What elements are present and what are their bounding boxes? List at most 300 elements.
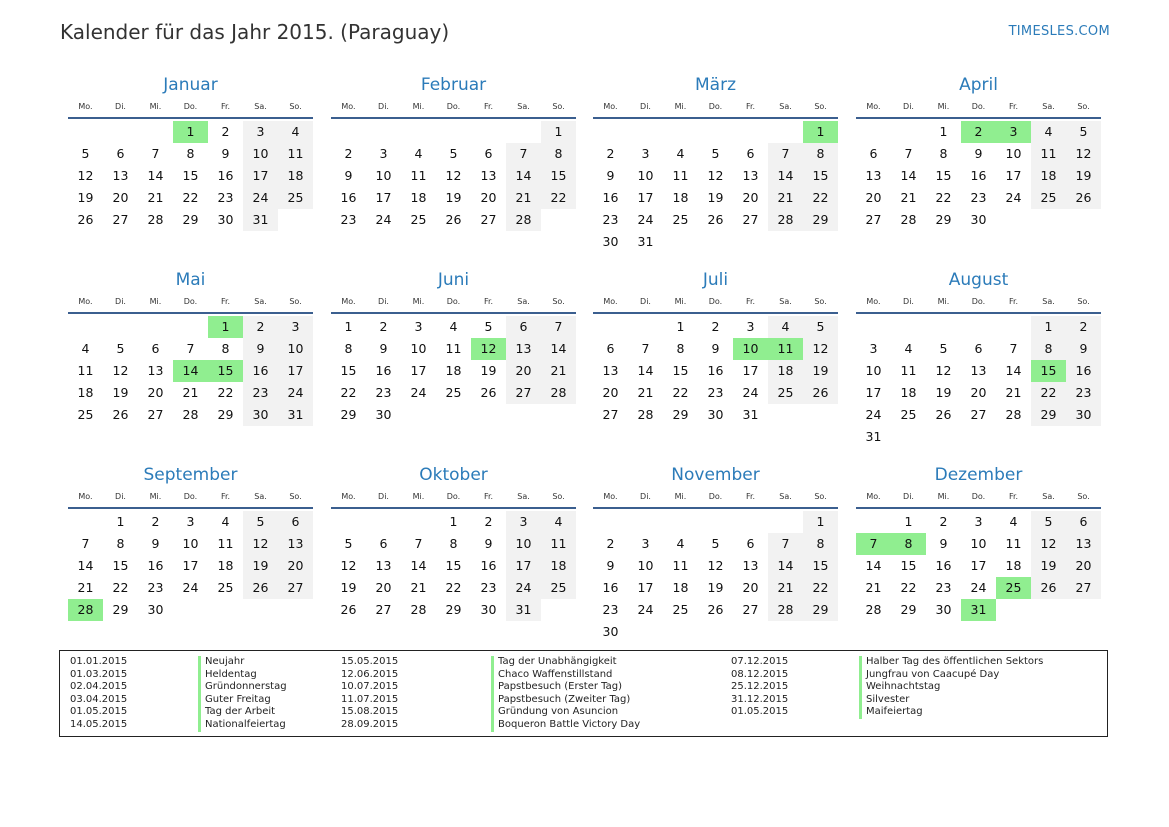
day-cell: 9 — [243, 338, 278, 360]
weekday-label: Sa. — [1042, 297, 1055, 306]
empty-cell — [436, 121, 471, 143]
day-cell: 17 — [970, 558, 987, 573]
day-cell: 14 — [506, 165, 541, 187]
holiday-day-cell: 10 — [733, 338, 768, 360]
empty-cell — [173, 316, 208, 338]
day-cell: 29 — [112, 602, 129, 617]
day-cell: 27 — [506, 382, 541, 404]
day-cell: 24 — [375, 212, 392, 227]
day-cell: 29 — [900, 602, 917, 617]
weekday-label: Mi. — [412, 297, 425, 306]
holiday-date: 01.01.2015 — [70, 656, 128, 667]
holiday-date: 25.12.2015 — [731, 681, 789, 693]
weekday-label: Mi. — [412, 492, 425, 501]
empty-cell — [961, 316, 996, 338]
month-märz — [593, 73, 838, 253]
month-name: März — [695, 75, 736, 95]
day-cell: 1 — [1031, 316, 1066, 338]
month-name: Dezember — [934, 465, 1023, 485]
day-cell: 2 — [344, 146, 353, 161]
weekday-header — [593, 487, 838, 509]
day-cell: 6 — [484, 146, 493, 161]
holiday-name: Weihnachtstag — [859, 681, 940, 694]
month-name: Mai — [175, 270, 206, 290]
day-cell: 20 — [602, 385, 619, 400]
weekday-label: Do. — [971, 102, 986, 111]
day-cell: 30 — [1066, 404, 1101, 426]
day-cell: 18 — [541, 555, 576, 577]
day-cell: 13 — [480, 168, 497, 183]
day-cell: 10 — [637, 168, 654, 183]
weekday-label: Do. — [708, 102, 723, 111]
empty-cell — [366, 121, 401, 143]
weekday-label: Fr. — [483, 492, 494, 501]
weekday-label: Do. — [708, 492, 723, 501]
day-cell: 6 — [746, 536, 755, 551]
weekday-label: So. — [1077, 297, 1090, 306]
day-cell: 10 — [375, 168, 392, 183]
day-cell: 23 — [602, 602, 619, 617]
day-cell: 22 — [445, 580, 462, 595]
day-cell: 17 — [506, 555, 541, 577]
weekday-label: Do. — [183, 102, 198, 111]
day-cell: 11 — [1031, 143, 1066, 165]
weekday-label: Di. — [115, 492, 126, 501]
weekday-label: Fr. — [745, 102, 756, 111]
day-cell: 27 — [278, 577, 313, 599]
weekday-label: So. — [289, 102, 302, 111]
weekday-label: Mo. — [866, 102, 881, 111]
weekday-label: Mo. — [866, 492, 881, 501]
day-cell: 30 — [935, 602, 952, 617]
day-cell: 29 — [935, 212, 952, 227]
day-cell: 18 — [77, 385, 94, 400]
day-cell: 27 — [1066, 577, 1101, 599]
day-cell: 13 — [112, 168, 129, 183]
day-cell: 12 — [112, 363, 129, 378]
weekday-label: Di. — [903, 297, 914, 306]
day-cell: 27 — [742, 602, 759, 617]
day-cell: 24 — [1005, 190, 1022, 205]
day-cell: 3 — [278, 316, 313, 338]
day-cell: 28 — [900, 212, 917, 227]
empty-cell — [856, 511, 891, 533]
empty-cell — [471, 121, 506, 143]
day-cell: 4 — [1009, 514, 1018, 529]
day-cell: 6 — [116, 146, 125, 161]
day-cell: 31 — [865, 429, 882, 444]
day-cell: 1 — [541, 121, 576, 143]
day-cell: 3 — [869, 341, 878, 356]
weekday-label: Sa. — [1042, 102, 1055, 111]
day-cell: 6 — [506, 316, 541, 338]
day-cell: 26 — [112, 407, 129, 422]
day-cell: 11 — [672, 168, 689, 183]
day-cell: 28 — [541, 382, 576, 404]
month-name: August — [948, 270, 1009, 290]
day-cell: 12 — [935, 363, 952, 378]
day-grid — [68, 314, 313, 426]
day-cell: 18 — [445, 363, 462, 378]
weekday-label: So. — [1077, 102, 1090, 111]
holiday-name: Heldentag — [198, 669, 257, 682]
weekday-label: So. — [1077, 492, 1090, 501]
day-cell: 13 — [742, 168, 759, 183]
day-cell: 10 — [1005, 146, 1022, 161]
weekday-label: Mi. — [674, 297, 687, 306]
day-cell: 5 — [243, 511, 278, 533]
day-cell: 18 — [1005, 558, 1022, 573]
weekday-label: So. — [289, 492, 302, 501]
weekday-label: Fr. — [483, 297, 494, 306]
day-cell: 28 — [506, 209, 541, 231]
day-cell: 26 — [340, 602, 357, 617]
day-cell: 16 — [707, 363, 724, 378]
holiday-day-cell: 8 — [891, 533, 926, 555]
day-cell: 14 — [768, 555, 803, 577]
day-cell: 19 — [707, 190, 724, 205]
empty-cell — [663, 511, 698, 533]
day-cell: 26 — [445, 212, 462, 227]
day-cell: 7 — [414, 536, 423, 551]
holiday-date: 12.06.2015 — [341, 668, 399, 680]
day-cell: 17 — [243, 165, 278, 187]
day-cell: 9 — [379, 341, 388, 356]
day-cell: 19 — [445, 190, 462, 205]
day-cell: 18 — [410, 190, 427, 205]
day-cell: 26 — [935, 407, 952, 422]
day-cell: 16 — [1066, 360, 1101, 382]
weekday-label: So. — [552, 297, 565, 306]
day-cell: 12 — [1066, 143, 1101, 165]
holiday-name: Nationalfeiertag — [198, 719, 286, 732]
day-cell: 22 — [112, 580, 129, 595]
day-cell: 8 — [676, 341, 685, 356]
day-cell: 30 — [707, 407, 724, 422]
weekday-header — [593, 292, 838, 314]
day-cell: 13 — [865, 168, 882, 183]
day-cell: 18 — [900, 385, 917, 400]
day-cell: 13 — [506, 338, 541, 360]
weekday-label: Di. — [640, 297, 651, 306]
day-cell: 30 — [217, 212, 234, 227]
weekday-header — [856, 487, 1101, 509]
day-cell: 20 — [375, 580, 392, 595]
day-cell: 2 — [606, 536, 615, 551]
day-cell: 20 — [147, 385, 164, 400]
day-cell: 23 — [480, 580, 497, 595]
day-cell: 13 — [147, 363, 164, 378]
day-cell: 1 — [344, 319, 353, 334]
day-cell: 9 — [484, 536, 493, 551]
month-februar — [331, 73, 576, 231]
weekday-label: Mo. — [341, 492, 356, 501]
day-cell: 15 — [445, 558, 462, 573]
day-cell: 22 — [900, 580, 917, 595]
day-cell: 29 — [803, 599, 838, 621]
day-cell: 5 — [1031, 511, 1066, 533]
day-cell: 19 — [480, 363, 497, 378]
empty-cell — [366, 511, 401, 533]
day-cell: 11 — [900, 363, 917, 378]
day-cell: 21 — [768, 577, 803, 599]
weekday-label: Mi. — [937, 102, 950, 111]
day-cell: 25 — [672, 602, 689, 617]
day-cell: 17 — [278, 360, 313, 382]
month-name: November — [671, 465, 760, 485]
day-cell: 22 — [672, 385, 689, 400]
empty-cell — [768, 121, 803, 143]
weekday-label: So. — [552, 492, 565, 501]
day-cell: 20 — [1066, 555, 1101, 577]
weekday-label: Mo. — [603, 492, 618, 501]
day-cell: 13 — [1066, 533, 1101, 555]
day-cell: 21 — [900, 190, 917, 205]
day-cell: 10 — [865, 363, 882, 378]
day-cell: 17 — [410, 363, 427, 378]
empty-cell — [698, 121, 733, 143]
empty-cell — [733, 511, 768, 533]
holiday-name: Silvester — [859, 694, 909, 707]
day-cell: 23 — [1066, 382, 1101, 404]
day-cell: 1 — [904, 514, 913, 529]
weekday-label: Do. — [446, 297, 461, 306]
day-cell: 28 — [410, 602, 427, 617]
month-januar — [68, 73, 313, 231]
weekday-label: Di. — [903, 102, 914, 111]
weekday-label: Mi. — [937, 492, 950, 501]
day-cell: 4 — [278, 121, 313, 143]
day-cell: 14 — [541, 338, 576, 360]
day-grid — [68, 119, 313, 231]
day-cell: 22 — [541, 187, 576, 209]
day-cell: 2 — [711, 319, 720, 334]
day-cell: 25 — [541, 577, 576, 599]
day-cell: 8 — [221, 341, 230, 356]
day-cell: 27 — [375, 602, 392, 617]
day-cell: 31 — [637, 234, 654, 249]
day-cell: 9 — [974, 146, 983, 161]
holiday-date: 01.05.2015 — [70, 706, 128, 718]
day-cell: 19 — [1031, 555, 1066, 577]
day-cell: 25 — [410, 212, 427, 227]
day-cell: 5 — [81, 146, 90, 161]
holiday-date: 02.04.2015 — [70, 681, 128, 693]
day-cell: 19 — [803, 360, 838, 382]
page-title: Kalender für das Jahr 2015. (Paraguay) — [60, 20, 450, 44]
weekday-label: Di. — [378, 102, 389, 111]
day-cell: 28 — [637, 407, 654, 422]
day-cell: 18 — [278, 165, 313, 187]
day-cell: 26 — [1066, 187, 1101, 209]
day-cell: 22 — [182, 190, 199, 205]
holiday-date: 14.05.2015 — [70, 718, 128, 730]
day-cell: 29 — [182, 212, 199, 227]
empty-cell — [593, 511, 628, 533]
day-cell: 16 — [602, 190, 619, 205]
weekday-label: Fr. — [220, 297, 231, 306]
day-cell: 7 — [541, 316, 576, 338]
day-cell: 12 — [803, 338, 838, 360]
holiday-date: 28.09.2015 — [341, 718, 399, 730]
weekday-label: Mo. — [78, 297, 93, 306]
day-cell: 7 — [1009, 341, 1018, 356]
day-cell: 21 — [77, 580, 94, 595]
holiday-day-cell: 25 — [996, 577, 1031, 599]
day-cell: 16 — [480, 558, 497, 573]
day-cell: 23 — [935, 580, 952, 595]
empty-cell — [506, 121, 541, 143]
day-cell: 12 — [77, 168, 94, 183]
empty-cell — [68, 511, 103, 533]
weekday-label: Do. — [446, 102, 461, 111]
day-cell: 11 — [445, 341, 462, 356]
day-cell: 28 — [768, 599, 803, 621]
day-cell: 10 — [243, 143, 278, 165]
day-cell: 23 — [602, 212, 619, 227]
weekday-label: Fr. — [220, 492, 231, 501]
day-cell: 19 — [935, 385, 952, 400]
day-cell: 9 — [606, 168, 615, 183]
holiday-day-cell: 12 — [471, 338, 506, 360]
day-cell: 30 — [970, 212, 987, 227]
day-cell: 18 — [672, 190, 689, 205]
day-cell: 11 — [217, 536, 234, 551]
day-cell: 14 — [410, 558, 427, 573]
day-cell: 22 — [803, 577, 838, 599]
day-cell: 14 — [77, 558, 94, 573]
day-cell: 4 — [904, 341, 913, 356]
day-cell: 13 — [278, 533, 313, 555]
day-cell: 27 — [742, 212, 759, 227]
day-cell: 3 — [186, 514, 195, 529]
day-cell: 12 — [340, 558, 357, 573]
day-cell: 20 — [112, 190, 129, 205]
site-link[interactable]: TIMESLES.COM — [1008, 24, 1110, 39]
day-cell: 18 — [672, 580, 689, 595]
day-cell: 18 — [1031, 165, 1066, 187]
day-cell: 10 — [410, 341, 427, 356]
day-cell: 5 — [1066, 121, 1101, 143]
day-cell: 11 — [77, 363, 94, 378]
day-cell: 20 — [278, 555, 313, 577]
weekday-label: Fr. — [1008, 492, 1019, 501]
day-cell: 26 — [243, 577, 278, 599]
weekday-label: Di. — [115, 102, 126, 111]
day-cell: 17 — [637, 580, 654, 595]
month-april — [856, 73, 1101, 231]
weekday-label: Di. — [378, 492, 389, 501]
day-cell: 16 — [935, 558, 952, 573]
day-cell: 27 — [602, 407, 619, 422]
day-cell: 31 — [742, 407, 759, 422]
weekday-label: Mi. — [674, 102, 687, 111]
empty-cell — [856, 316, 891, 338]
weekday-header — [856, 292, 1101, 314]
day-cell: 1 — [803, 511, 838, 533]
holiday-day-cell: 1 — [803, 121, 838, 143]
day-cell: 17 — [865, 385, 882, 400]
day-cell: 4 — [541, 511, 576, 533]
day-cell: 27 — [147, 407, 164, 422]
day-cell: 21 — [147, 190, 164, 205]
day-cell: 4 — [414, 146, 423, 161]
holiday-day-cell: 15 — [1031, 360, 1066, 382]
day-cell: 19 — [707, 580, 724, 595]
holiday-date: 01.03.2015 — [70, 668, 128, 680]
day-cell: 10 — [278, 338, 313, 360]
day-cell: 15 — [803, 165, 838, 187]
day-cell: 30 — [375, 407, 392, 422]
holiday-date: 15.08.2015 — [341, 706, 399, 718]
day-cell: 8 — [1031, 338, 1066, 360]
empty-cell — [593, 121, 628, 143]
day-cell: 7 — [768, 533, 803, 555]
month-name: April — [959, 75, 998, 95]
day-cell: 21 — [865, 580, 882, 595]
holiday-name: Chaco Waffenstillstand — [491, 669, 612, 682]
empty-cell — [68, 316, 103, 338]
empty-cell — [401, 121, 436, 143]
day-cell: 29 — [340, 407, 357, 422]
weekday-label: Sa. — [779, 297, 792, 306]
day-cell: 3 — [243, 121, 278, 143]
day-cell: 16 — [340, 190, 357, 205]
day-cell: 19 — [112, 385, 129, 400]
weekday-label: So. — [814, 297, 827, 306]
weekday-label: Mi. — [149, 297, 162, 306]
day-cell: 4 — [81, 341, 90, 356]
day-cell: 2 — [221, 124, 230, 139]
day-cell: 14 — [768, 165, 803, 187]
day-cell: 6 — [1066, 511, 1101, 533]
day-cell: 19 — [340, 580, 357, 595]
holiday-date: 03.04.2015 — [70, 693, 128, 705]
holiday-name: Guter Freitag — [198, 694, 271, 707]
day-cell: 1 — [116, 514, 125, 529]
day-cell: 13 — [742, 558, 759, 573]
day-cell: 6 — [278, 511, 313, 533]
day-cell: 4 — [676, 146, 685, 161]
day-cell: 6 — [606, 341, 615, 356]
day-cell: 13 — [375, 558, 392, 573]
day-cell: 1 — [676, 319, 685, 334]
day-cell: 18 — [768, 360, 803, 382]
day-cell: 7 — [186, 341, 195, 356]
empty-cell — [401, 511, 436, 533]
empty-cell — [891, 316, 926, 338]
day-cell: 2 — [606, 146, 615, 161]
day-cell: 12 — [707, 558, 724, 573]
day-cell: 3 — [641, 146, 650, 161]
weekday-label: Sa. — [517, 492, 530, 501]
day-cell: 20 — [970, 385, 987, 400]
day-cell: 2 — [1066, 316, 1101, 338]
day-cell: 8 — [541, 143, 576, 165]
month-name: Juli — [702, 270, 729, 290]
weekday-label: Fr. — [1008, 102, 1019, 111]
day-cell: 12 — [445, 168, 462, 183]
day-cell: 28 — [865, 602, 882, 617]
day-cell: 24 — [410, 385, 427, 400]
day-grid — [856, 509, 1101, 621]
day-cell: 31 — [278, 404, 313, 426]
day-cell: 5 — [484, 319, 493, 334]
day-cell: 14 — [637, 363, 654, 378]
weekday-label: So. — [552, 102, 565, 111]
weekday-label: Mi. — [674, 492, 687, 501]
day-cell: 23 — [243, 382, 278, 404]
